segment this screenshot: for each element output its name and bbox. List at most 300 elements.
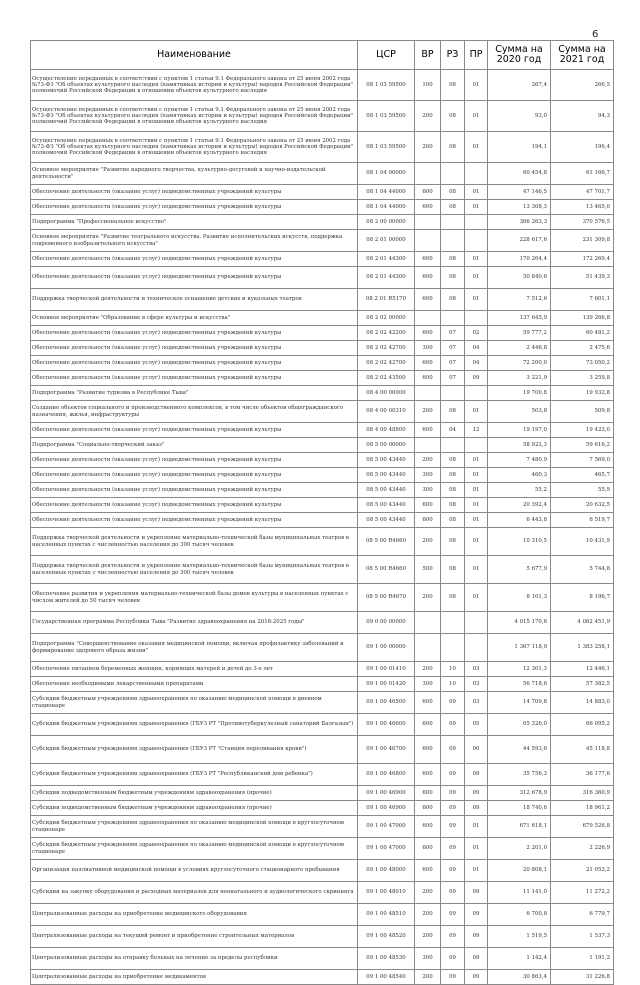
row-name: Осуществление переданных в соответствии с пунктом 1 статьи 9.1 Федерального закона от 25 июня 2002 года №73-ФЗ "Об объектах культурного наследия (памятниках истории и культуры) народов Российской Федерации" полномочий Российской Федерации в отношении объектов культурного наследия bbox=[31, 101, 358, 132]
row-pr: 09 bbox=[465, 904, 488, 926]
row-name: Государственная программа Республики Тыва "Развитие здравоохранения на 2018-2025 годы" bbox=[31, 612, 358, 634]
table-row bbox=[31, 101, 614, 132]
row-pr: 01 bbox=[465, 185, 488, 200]
row-sum-2020: 2 201,0 bbox=[488, 838, 551, 860]
row-rz bbox=[441, 163, 465, 185]
row-vr: 600 bbox=[415, 764, 441, 786]
row-pr: 03 bbox=[465, 677, 488, 692]
table-row bbox=[31, 132, 614, 163]
row-vr bbox=[415, 215, 441, 230]
row-rz: 08 bbox=[441, 70, 465, 101]
row-sum-2020: 18 740,6 bbox=[488, 801, 551, 816]
row-name: Обеспечение деятельности (оказание услуг) подведомственных учреждений культуры bbox=[31, 513, 358, 528]
row-rz: 08 bbox=[441, 401, 465, 423]
row-sum-2021: 45 118,8 bbox=[551, 736, 614, 764]
row-pr: 06 bbox=[465, 736, 488, 764]
row-vr: 600 bbox=[415, 326, 441, 341]
row-vr: 200 bbox=[415, 882, 441, 904]
row-name: Обеспечение деятельности (оказание услуг) подведомственных учреждений культуры bbox=[31, 200, 358, 215]
row-rz: 07 bbox=[441, 356, 465, 371]
row-vr: 600 bbox=[415, 289, 441, 311]
row-pr: 01 bbox=[465, 401, 488, 423]
row-csr: 09 1 00 46900 bbox=[358, 786, 415, 801]
row-name: Подпрограмма "Совершенствование оказания медицинской помощи, включая профилактику заболеваний и формирование здорового образа жизни" bbox=[31, 634, 358, 662]
row-name: Обеспечение деятельности (оказание услуг) подведомственных учреждений культуры bbox=[31, 371, 358, 386]
row-vr: 200 bbox=[415, 453, 441, 468]
row-pr: 01 bbox=[465, 860, 488, 882]
row-sum-2021: 57 382,5 bbox=[551, 677, 614, 692]
row-vr: 600 bbox=[415, 692, 441, 714]
table-row bbox=[31, 267, 614, 289]
row-vr: 500 bbox=[415, 556, 441, 584]
row-pr: 01 bbox=[465, 528, 488, 556]
table-row bbox=[31, 556, 614, 584]
header-sum-2020: Сумма на 2020 год bbox=[488, 41, 551, 70]
row-sum-2021: 3 259,8 bbox=[551, 371, 614, 386]
row-sum-2020: 20 392,4 bbox=[488, 498, 551, 513]
row-vr: 300 bbox=[415, 677, 441, 692]
row-name: Подпрограмма "Профессиональное искусство" bbox=[31, 215, 358, 230]
row-sum-2021: 66 095,2 bbox=[551, 714, 614, 736]
row-pr: 09 bbox=[465, 764, 488, 786]
row-name: Обеспечение деятельности (оказание услуг) подведомственных учреждений культуры bbox=[31, 483, 358, 498]
row-csr: 09 1 00 00000 bbox=[358, 634, 415, 662]
row-pr: 01 bbox=[465, 200, 488, 215]
row-sum-2021: 36 177,6 bbox=[551, 764, 614, 786]
row-vr: 600 bbox=[415, 356, 441, 371]
row-sum-2021: 94,3 bbox=[551, 101, 614, 132]
row-csr: 08 2 01 44300 bbox=[358, 267, 415, 289]
row-name: Субсидии подведомственным бюджетным учреждениям здравоохранения (прочие) bbox=[31, 786, 358, 801]
table-row bbox=[31, 926, 614, 948]
row-pr: 03 bbox=[465, 662, 488, 677]
row-pr: 09 bbox=[465, 371, 488, 386]
row-csr: 09 1 00 46600 bbox=[358, 714, 415, 736]
row-name: Централизованные расходы на отправку больных на лечение за пределы республики bbox=[31, 948, 358, 970]
row-pr: 04 bbox=[465, 356, 488, 371]
row-sum-2020: 460,3 bbox=[488, 468, 551, 483]
table-row bbox=[31, 289, 614, 311]
row-pr: 01 bbox=[465, 267, 488, 289]
table-row bbox=[31, 838, 614, 860]
row-rz bbox=[441, 612, 465, 634]
row-sum-2021: 370 576,5 bbox=[551, 215, 614, 230]
budget-table bbox=[30, 40, 614, 985]
row-pr bbox=[465, 386, 488, 401]
row-vr bbox=[415, 438, 441, 453]
row-pr: 01 bbox=[465, 513, 488, 528]
row-rz: 08 bbox=[441, 101, 465, 132]
table-row bbox=[31, 786, 614, 801]
row-sum-2020: 312 678,9 bbox=[488, 786, 551, 801]
row-pr: 01 bbox=[465, 252, 488, 267]
row-pr: 01 bbox=[465, 101, 488, 132]
table-row bbox=[31, 904, 614, 926]
table-row bbox=[31, 528, 614, 556]
table-row bbox=[31, 371, 614, 386]
row-sum-2021: 2 475,6 bbox=[551, 341, 614, 356]
table-row bbox=[31, 498, 614, 513]
row-sum-2020: 6 443,8 bbox=[488, 513, 551, 528]
row-rz: 09 bbox=[441, 714, 465, 736]
row-csr: 09 1 00 01410 bbox=[358, 662, 415, 677]
row-sum-2020: 19 700,8 bbox=[488, 386, 551, 401]
row-rz: 07 bbox=[441, 371, 465, 386]
row-sum-2021: 8 196,7 bbox=[551, 584, 614, 612]
row-sum-2021: 6 519,7 bbox=[551, 513, 614, 528]
row-rz: 08 bbox=[441, 528, 465, 556]
row-vr: 600 bbox=[415, 267, 441, 289]
row-sum-2021: 51 439,3 bbox=[551, 267, 614, 289]
table-row bbox=[31, 736, 614, 764]
row-name: Субсидии бюджетным учреждениям здравоохранения по оказанию медицинской помощи в дневном стационаре bbox=[31, 692, 358, 714]
row-csr: 09 1 00 48010 bbox=[358, 882, 415, 904]
header-vr: ВР bbox=[415, 41, 441, 70]
row-pr bbox=[465, 311, 488, 326]
row-sum-2020: 59 777,2 bbox=[488, 326, 551, 341]
row-vr: 600 bbox=[415, 185, 441, 200]
row-name: Обеспечение необходимыми лекарственными препаратами bbox=[31, 677, 358, 692]
table-row bbox=[31, 468, 614, 483]
row-pr: 01 bbox=[465, 556, 488, 584]
row-rz: 08 bbox=[441, 498, 465, 513]
table-row bbox=[31, 714, 614, 736]
row-csr: 08 4 00 00000 bbox=[358, 386, 415, 401]
row-sum-2020: 12 301,3 bbox=[488, 662, 551, 677]
table-row bbox=[31, 692, 614, 714]
row-vr: 600 bbox=[415, 498, 441, 513]
row-sum-2021: 12 446,1 bbox=[551, 662, 614, 677]
header-sum-2021: Сумма на 2021 год bbox=[551, 41, 614, 70]
row-sum-2021: 509,8 bbox=[551, 401, 614, 423]
row-sum-2021: 73 050,2 bbox=[551, 356, 614, 371]
row-rz: 08 bbox=[441, 185, 465, 200]
row-name: Создание объектов социального и производственного комплексов, в том числе объектов общегражданского назначения, жилья, инфраструктуры bbox=[31, 401, 358, 423]
row-rz: 08 bbox=[441, 513, 465, 528]
table-row bbox=[31, 386, 614, 401]
row-rz: 10 bbox=[441, 662, 465, 677]
row-pr bbox=[465, 215, 488, 230]
row-rz: 08 bbox=[441, 252, 465, 267]
row-sum-2020: 19 197,0 bbox=[488, 423, 551, 438]
row-sum-2021: 5 744,8 bbox=[551, 556, 614, 584]
row-sum-2020: 170 264,4 bbox=[488, 252, 551, 267]
row-csr: 09 1 00 47000 bbox=[358, 838, 415, 860]
table-row bbox=[31, 453, 614, 468]
row-pr bbox=[465, 438, 488, 453]
row-vr bbox=[415, 163, 441, 185]
row-rz bbox=[441, 438, 465, 453]
row-vr bbox=[415, 634, 441, 662]
row-csr: 08 5 00 43440 bbox=[358, 468, 415, 483]
row-vr: 300 bbox=[415, 483, 441, 498]
row-vr: 200 bbox=[415, 970, 441, 985]
row-pr: 01 bbox=[465, 838, 488, 860]
row-vr bbox=[415, 386, 441, 401]
row-csr: 08 2 01 R5170 bbox=[358, 289, 415, 311]
row-pr: 01 bbox=[465, 70, 488, 101]
row-csr: 08 1 04 00000 bbox=[358, 163, 415, 185]
row-sum-2020: 65 326,0 bbox=[488, 714, 551, 736]
row-name: Субсидии бюджетным учреждениям здравоохранения по оказанию медицинской помощи в круглосуточном стационаре bbox=[31, 838, 358, 860]
row-name: Субсидии на закупку оборудования и расходных материалов для неонатального и аудиологического скрининга bbox=[31, 882, 358, 904]
row-pr bbox=[465, 634, 488, 662]
row-sum-2021: 4 062 451,9 bbox=[551, 612, 614, 634]
row-rz: 09 bbox=[441, 801, 465, 816]
row-name: Обеспечение деятельности (оказание услуг) подведомственных учреждений культуры bbox=[31, 498, 358, 513]
row-csr: 08 5 00 43440 bbox=[358, 483, 415, 498]
row-sum-2021: 21 053,2 bbox=[551, 860, 614, 882]
row-rz: 08 bbox=[441, 468, 465, 483]
row-csr: 09 1 00 46500 bbox=[358, 692, 415, 714]
row-sum-2020: 72 200,0 bbox=[488, 356, 551, 371]
table-row bbox=[31, 423, 614, 438]
row-name: Основное мероприятие "Развитие народного творчества, культурно-досуговой и научно-издательской деятельности" bbox=[31, 163, 358, 185]
row-vr: 200 bbox=[415, 584, 441, 612]
table-row bbox=[31, 311, 614, 326]
table-row bbox=[31, 326, 614, 341]
row-vr: 200 bbox=[415, 926, 441, 948]
row-rz: 04 bbox=[441, 423, 465, 438]
row-csr: 08 4 00 48800 bbox=[358, 423, 415, 438]
row-sum-2021: 2 226,9 bbox=[551, 838, 614, 860]
row-rz: 09 bbox=[441, 764, 465, 786]
row-pr: 01 bbox=[465, 453, 488, 468]
row-vr: 100 bbox=[415, 70, 441, 101]
row-rz: 09 bbox=[441, 786, 465, 801]
table-row bbox=[31, 341, 614, 356]
row-sum-2020: 1 519,5 bbox=[488, 926, 551, 948]
table-header-row bbox=[31, 41, 614, 70]
row-csr: 08 1 04 44000 bbox=[358, 185, 415, 200]
row-rz: 08 bbox=[441, 556, 465, 584]
row-vr: 300 bbox=[415, 948, 441, 970]
table-row bbox=[31, 816, 614, 838]
row-name: Централизованные расходы на приобретение медикаментов bbox=[31, 970, 358, 985]
row-csr: 09 1 00 48000 bbox=[358, 860, 415, 882]
row-csr: 08 1 03 59500 bbox=[358, 101, 415, 132]
row-vr: 200 bbox=[415, 132, 441, 163]
row-sum-2020: 55,2 bbox=[488, 483, 551, 498]
row-sum-2021: 47 701,7 bbox=[551, 185, 614, 200]
row-sum-2021: 139 266,8 bbox=[551, 311, 614, 326]
row-csr: 09 1 00 01420 bbox=[358, 677, 415, 692]
row-sum-2020: 1 142,4 bbox=[488, 948, 551, 970]
row-sum-2020: 20 808,1 bbox=[488, 860, 551, 882]
row-vr: 600 bbox=[415, 860, 441, 882]
row-sum-2020: 194,1 bbox=[488, 132, 551, 163]
row-sum-2021: 55,9 bbox=[551, 483, 614, 498]
row-sum-2020: 2 446,8 bbox=[488, 341, 551, 356]
row-rz: 09 bbox=[441, 736, 465, 764]
table-row bbox=[31, 163, 614, 185]
row-rz: 08 bbox=[441, 453, 465, 468]
row-sum-2020: 47 146,5 bbox=[488, 185, 551, 200]
row-pr: 04 bbox=[465, 341, 488, 356]
row-csr: 09 1 00 46700 bbox=[358, 736, 415, 764]
row-rz: 08 bbox=[441, 267, 465, 289]
row-rz: 09 bbox=[441, 692, 465, 714]
row-rz: 09 bbox=[441, 948, 465, 970]
table-row bbox=[31, 438, 614, 453]
row-pr: 02 bbox=[465, 326, 488, 341]
row-csr: 08 1 04 44000 bbox=[358, 200, 415, 215]
row-name: Субсидии бюджетным учреждениям здравоохранения (ГБУЗ РТ "Станция переливания крови") bbox=[31, 736, 358, 764]
row-vr: 600 bbox=[415, 736, 441, 764]
row-pr bbox=[465, 230, 488, 252]
row-sum-2021: 7 569,0 bbox=[551, 453, 614, 468]
row-sum-2021: 7 601,1 bbox=[551, 289, 614, 311]
row-name: Обеспечение развития и укрепления материально-технической базы домов культуры в населенных пунктах с числом жителей до 50 тысяч человек bbox=[31, 584, 358, 612]
row-csr: 08 4 00 00310 bbox=[358, 401, 415, 423]
row-sum-2021: 59 616,2 bbox=[551, 438, 614, 453]
table-row bbox=[31, 584, 614, 612]
row-sum-2020: 60 454,8 bbox=[488, 163, 551, 185]
row-pr: 05 bbox=[465, 714, 488, 736]
row-name: Обеспечение деятельности (оказание услуг) подведомственных учреждений культуры bbox=[31, 267, 358, 289]
row-csr: 09 1 00 48510 bbox=[358, 904, 415, 926]
row-csr: 09 1 00 48540 bbox=[358, 970, 415, 985]
row-vr: 600 bbox=[415, 513, 441, 528]
row-sum-2020: 7 512,6 bbox=[488, 289, 551, 311]
header-csr: ЦСР bbox=[358, 41, 415, 70]
row-sum-2020: 1 367 118,9 bbox=[488, 634, 551, 662]
row-vr bbox=[415, 612, 441, 634]
row-sum-2021: 1 537,3 bbox=[551, 926, 614, 948]
row-vr: 300 bbox=[415, 341, 441, 356]
row-pr: 09 bbox=[465, 786, 488, 801]
row-name: Обеспечение деятельности (оказание услуг) подведомственных учреждений культуры bbox=[31, 453, 358, 468]
row-name: Организация паллиативной медицинской помощи в условиях круглосуточного стационарного пребывания bbox=[31, 860, 358, 882]
table-row bbox=[31, 801, 614, 816]
row-sum-2021: 11 272,2 bbox=[551, 882, 614, 904]
row-csr: 09 1 00 48520 bbox=[358, 926, 415, 948]
row-sum-2021: 60 481,2 bbox=[551, 326, 614, 341]
row-csr: 08 2 02 42700 bbox=[358, 356, 415, 371]
row-pr: 09 bbox=[465, 882, 488, 904]
row-sum-2020: 267,4 bbox=[488, 70, 551, 101]
row-sum-2020: 35 756,3 bbox=[488, 764, 551, 786]
row-name: Субсидии бюджетным учреждениям здравоохранения (ГБУЗ РТ "Противотуберкулезный санаторий Балгазын") bbox=[31, 714, 358, 736]
row-name: Подпрограмма "Социально-творческий заказ" bbox=[31, 438, 358, 453]
row-vr: 200 bbox=[415, 101, 441, 132]
row-name: Осуществление переданных в соответствии с пунктом 1 статьи 9.1 Федерального закона от 25 июня 2002 года №73-ФЗ "Об объектах культурного наследия (памятниках истории и культуры) народов Российской Федерации" полномочий Российской Федерации в отношении объектов культурного наследия bbox=[31, 70, 358, 101]
row-csr: 09 1 00 47000 bbox=[358, 816, 415, 838]
row-rz bbox=[441, 230, 465, 252]
row-pr: 03 bbox=[465, 692, 488, 714]
row-rz: 10 bbox=[441, 677, 465, 692]
table-row bbox=[31, 185, 614, 200]
row-rz: 09 bbox=[441, 860, 465, 882]
row-sum-2021: 14 883,0 bbox=[551, 692, 614, 714]
row-sum-2021: 196,4 bbox=[551, 132, 614, 163]
row-pr: 01 bbox=[465, 584, 488, 612]
row-pr: 09 bbox=[465, 926, 488, 948]
row-name: Поддержка творческой деятельности и укрепление материально-технической базы муниципальных театров в населенных пунктах с численностью населения до 300 тысяч человек bbox=[31, 528, 358, 556]
row-csr: 08 2 02 43500 bbox=[358, 371, 415, 386]
row-csr: 08 2 02 42700 bbox=[358, 341, 415, 356]
row-pr bbox=[465, 612, 488, 634]
row-rz: 09 bbox=[441, 926, 465, 948]
row-csr: 08 2 01 00000 bbox=[358, 230, 415, 252]
table-row bbox=[31, 513, 614, 528]
row-vr: 600 bbox=[415, 816, 441, 838]
row-csr: 08 5 00 R4660 bbox=[358, 528, 415, 556]
row-rz: 08 bbox=[441, 289, 465, 311]
row-pr: 09 bbox=[465, 970, 488, 985]
row-name: Субсидии подведомственным бюджетным учреждениям здравоохранения (прочие) bbox=[31, 801, 358, 816]
row-csr: 08 5 00 43440 bbox=[358, 498, 415, 513]
table-row bbox=[31, 860, 614, 882]
row-sum-2021: 172 269,4 bbox=[551, 252, 614, 267]
row-pr: 01 bbox=[465, 468, 488, 483]
row-rz bbox=[441, 386, 465, 401]
row-csr: 09 1 00 46900 bbox=[358, 801, 415, 816]
row-rz bbox=[441, 634, 465, 662]
table-row bbox=[31, 252, 614, 267]
row-pr: 01 bbox=[465, 483, 488, 498]
row-sum-2021: 19 423,0 bbox=[551, 423, 614, 438]
row-csr: 08 5 00 R4670 bbox=[358, 584, 415, 612]
row-name: Субсидии бюджетным учреждениям здравоохранения по оказанию медицинской помощи в круглосуточном стационаре bbox=[31, 816, 358, 838]
row-sum-2020: 7 480,9 bbox=[488, 453, 551, 468]
row-sum-2021: 316 360,9 bbox=[551, 786, 614, 801]
table-row bbox=[31, 356, 614, 371]
row-sum-2021: 19 932,8 bbox=[551, 386, 614, 401]
row-vr: 600 bbox=[415, 252, 441, 267]
row-rz: 08 bbox=[441, 483, 465, 498]
row-pr: 01 bbox=[465, 289, 488, 311]
row-rz: 07 bbox=[441, 326, 465, 341]
row-sum-2021: 31 226,8 bbox=[551, 970, 614, 985]
row-sum-2020: 44 593,6 bbox=[488, 736, 551, 764]
row-name: Централизованные расходы на приобретение медицинского оборудования bbox=[31, 904, 358, 926]
row-sum-2020: 58 922,3 bbox=[488, 438, 551, 453]
row-vr: 600 bbox=[415, 801, 441, 816]
row-vr: 200 bbox=[415, 662, 441, 677]
row-pr: 09 bbox=[465, 948, 488, 970]
table-row bbox=[31, 401, 614, 423]
row-sum-2020: 503,8 bbox=[488, 401, 551, 423]
row-vr: 600 bbox=[415, 371, 441, 386]
table-body bbox=[31, 70, 614, 985]
row-sum-2021: 6 779,7 bbox=[551, 904, 614, 926]
row-sum-2021: 1 383 258,1 bbox=[551, 634, 614, 662]
table-row bbox=[31, 634, 614, 662]
row-rz: 09 bbox=[441, 838, 465, 860]
row-sum-2021: 266,5 bbox=[551, 70, 614, 101]
row-sum-2020: 366 263,3 bbox=[488, 215, 551, 230]
row-csr: 08 2 01 44300 bbox=[358, 252, 415, 267]
row-rz: 09 bbox=[441, 970, 465, 985]
row-pr: 01 bbox=[465, 498, 488, 513]
table-row bbox=[31, 948, 614, 970]
row-rz: 07 bbox=[441, 341, 465, 356]
row-sum-2020: 13 308,3 bbox=[488, 200, 551, 215]
table-row bbox=[31, 483, 614, 498]
row-name: Основное мероприятие "Образование в сфере культуры и искусства" bbox=[31, 311, 358, 326]
row-sum-2021: 20 632,5 bbox=[551, 498, 614, 513]
row-csr: 09 0 00 00000 bbox=[358, 612, 415, 634]
row-vr bbox=[415, 230, 441, 252]
row-sum-2021: 18 961,2 bbox=[551, 801, 614, 816]
row-vr: 600 bbox=[415, 423, 441, 438]
row-name: Обеспечение деятельности (оказание услуг) подведомственных учреждений культуры bbox=[31, 356, 358, 371]
row-sum-2020: 56 718,6 bbox=[488, 677, 551, 692]
row-sum-2020: 50 840,6 bbox=[488, 267, 551, 289]
row-sum-2020: 93,0 bbox=[488, 101, 551, 132]
row-rz bbox=[441, 311, 465, 326]
